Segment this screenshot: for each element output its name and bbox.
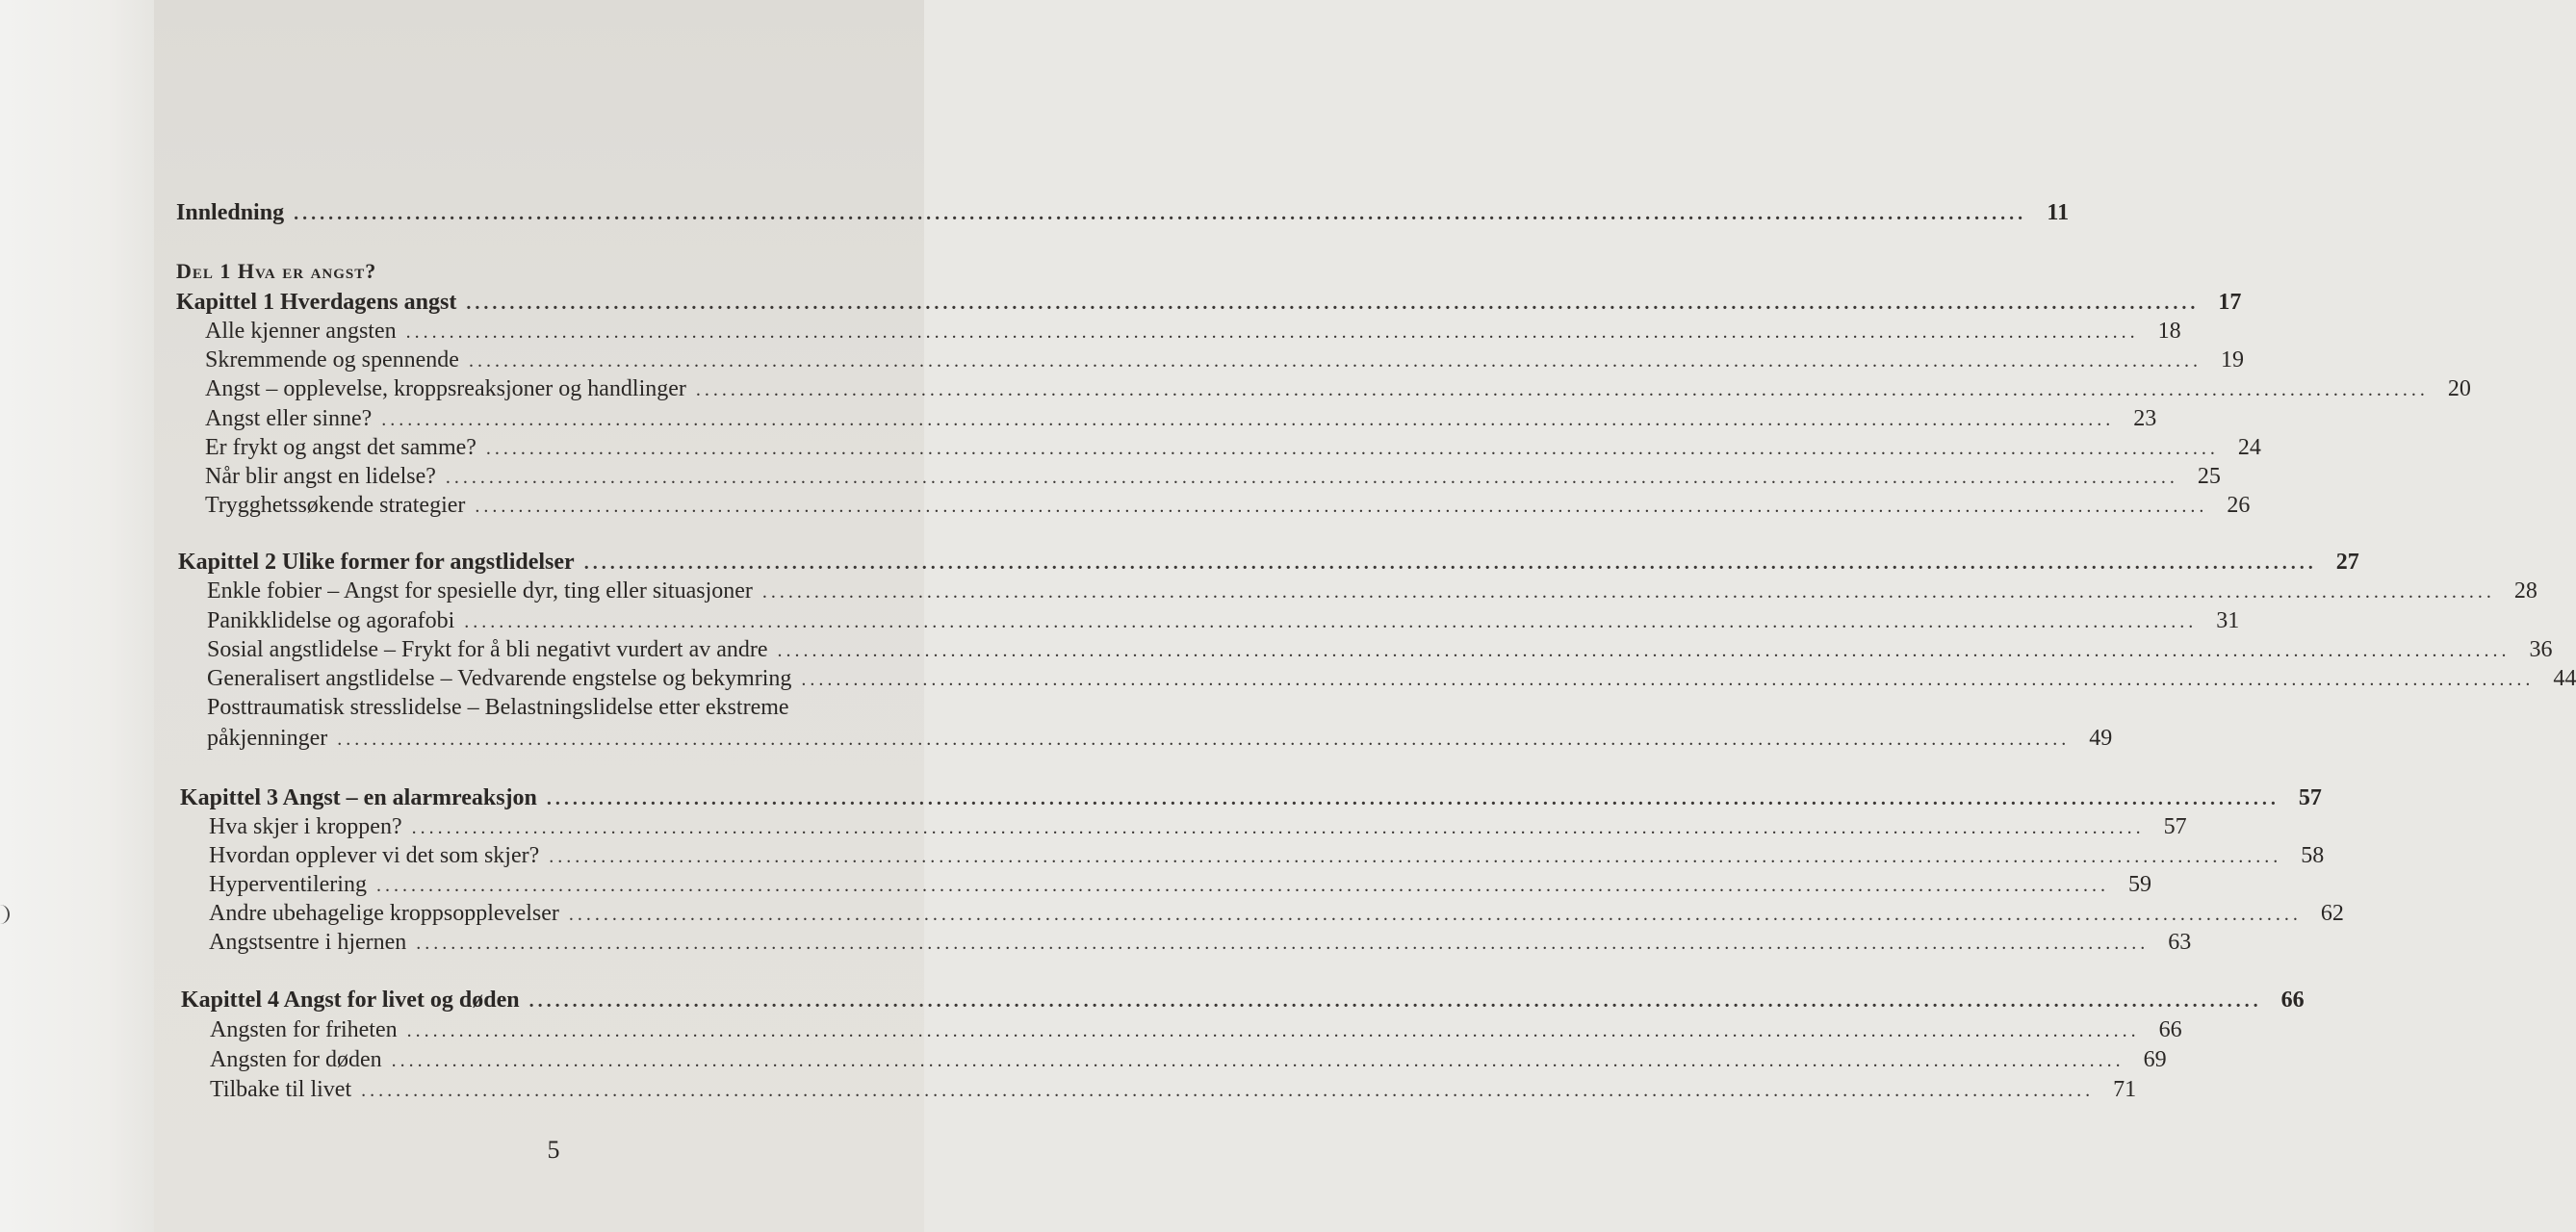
dot-leader: ........................................................................................................................................................................................................ (445, 467, 2178, 488)
dot-leader: ........................................................................................................................................................................................................ (361, 1080, 2095, 1101)
chapter-page: 27 (2335, 550, 2359, 575)
page-number: 5 (547, 1136, 560, 1164)
toc-entry-page: 71 (2113, 1077, 2137, 1102)
toc-entry-title: Skremmende og spennende (205, 347, 459, 372)
toc-entry (207, 662, 2576, 695)
toc-entry-title: Andre ubehagelige kroppsopplevelser (209, 901, 559, 926)
toc-entry (207, 633, 2553, 666)
toc-entry (209, 839, 2325, 872)
chapter-page: 17 (2218, 290, 2242, 315)
toc-entry-title: Hvordan opplever vi det som skjer? (209, 843, 540, 868)
chapter-title: Kapittel 2 Ulike former for angstlidelser (178, 550, 575, 575)
toc-entry-title: Angst – opplevelse, kroppsreaksjoner og handlinger (205, 376, 686, 401)
toc-entry-title: Generalisert angstlidelse – Vedvarende engstelse og bekymring (207, 666, 792, 691)
toc-entry-page: 62 (2320, 901, 2344, 926)
toc-entry-title: Når blir angst en lidelse? (205, 464, 436, 489)
chapter-page: 57 (2298, 785, 2322, 810)
toc-entry-page: 25 (2197, 464, 2221, 489)
dot-leader: ........................................................................................................................................................................................................ (546, 788, 2280, 809)
toc-entry-page: 49 (2089, 726, 2113, 751)
toc-entry-page: 20 (2447, 376, 2471, 401)
toc-entry-page: 19 (2220, 347, 2244, 372)
dot-leader: ........................................................................................................................................................................................................ (294, 203, 2027, 224)
toc-entry-title: Angstsentre i hjernen (209, 930, 407, 955)
toc-entry (209, 810, 2187, 843)
toc-entry-title-line-1: Posttraumatisk stresslidelse – Belastningslidelse etter ekstreme (207, 695, 789, 720)
dot-leader: ........................................................................................................................................................................................................ (416, 933, 2150, 954)
toc-entry-page: 58 (2301, 843, 2325, 868)
toc-entry (205, 489, 2251, 522)
dot-leader: ........................................................................................................................................................................................................ (549, 846, 2282, 867)
dot-leader: ........................................................................................................................................................................................................ (777, 640, 2511, 661)
toc-entry-title: Hyperventilering (209, 872, 367, 897)
chapter-title: Kapittel 1 Hverdagens angst (176, 290, 457, 315)
toc-entry-page: 57 (2163, 814, 2187, 839)
chapter-page: 66 (2280, 988, 2305, 1013)
dot-leader: ........................................................................................................................................................................................................ (466, 293, 2200, 314)
dot-leader: ........................................................................................................................................................................................................ (528, 990, 2262, 1012)
dot-leader: ........................................................................................................................................................................................................ (468, 350, 2202, 372)
toc-entry-page: 11 (2047, 200, 2070, 225)
toc-entry (209, 926, 2192, 959)
toc-entry-title: Trygghetssøkende strategier (205, 493, 466, 518)
toc-entry-page: 44 (2553, 666, 2576, 691)
toc-entry-page: 28 (2513, 578, 2537, 603)
chapter-title: Kapittel 3 Angst – en alarmreaksjon (180, 785, 537, 810)
toc-entry-title: Innledning (176, 200, 285, 225)
dot-leader: ........................................................................................................................................................................................................ (391, 1050, 2125, 1071)
dot-leader: ........................................................................................................................................................................................................ (583, 552, 2317, 574)
toc-entry-page: 26 (2227, 493, 2251, 518)
toc-entry-title: Alle kjenner angsten (205, 319, 397, 344)
toc-entry (209, 868, 2151, 901)
dot-leader: ........................................................................................................................................................................................................ (381, 409, 2115, 430)
toc-entry-title: Sosial angstlidelse – Frykt for å bli negativt vurdert av andre (207, 637, 768, 662)
toc-entry-title: Er frykt og angst det samme? (205, 435, 477, 460)
chapter-title: Kapittel 4 Angst for livet og døden (181, 988, 520, 1013)
toc-entry (207, 604, 2240, 637)
toc-chapter-3 (180, 782, 2322, 814)
toc-entry (205, 402, 2157, 435)
toc-entry-page: 24 (2237, 435, 2261, 460)
dot-leader: ........................................................................................................................................................................................................ (375, 875, 2109, 896)
toc-entry-page: 69 (2143, 1047, 2167, 1072)
toc-entry (205, 372, 2471, 405)
toc-entry-title: Angsten for friheten (210, 1017, 398, 1042)
toc-entry (205, 460, 2221, 493)
toc-entry-page: 63 (2168, 930, 2192, 955)
part-heading: Del 1 Hva er angst? (176, 259, 377, 283)
toc-entry-page: 36 (2529, 637, 2553, 662)
toc-entry-page: 66 (2158, 1017, 2182, 1042)
dot-leader: ........................................................................................................................................................................................................ (761, 581, 2495, 603)
toc-entry-title: Panikklidelse og agorafobi (207, 608, 455, 633)
toc-entry-title: Tilbake til livet (210, 1077, 352, 1102)
toc-entry (205, 431, 2261, 464)
toc-entry-title: Hva skjer i kroppen? (209, 814, 402, 839)
toc-entry (210, 1073, 2137, 1106)
toc-entry-page: 23 (2133, 406, 2157, 431)
dot-leader: ........................................................................................................................................................................................................ (695, 379, 2429, 400)
toc-entry-page: 18 (2157, 319, 2181, 344)
dot-leader: ........................................................................................................................................................................................................ (464, 611, 2198, 632)
toc-entry-title: Angsten for døden (210, 1047, 382, 1072)
toc-entry-title: Angst eller sinne? (205, 406, 373, 431)
toc-entry (205, 315, 2181, 347)
dot-leader: ........................................................................................................................................................................................................ (801, 669, 2535, 690)
dot-leader: ........................................................................................................................................................................................................ (405, 321, 2139, 343)
toc-entry-page: 59 (2127, 872, 2151, 897)
dot-leader: ........................................................................................................................................................................................................ (475, 496, 2208, 517)
toc-entry (210, 1043, 2167, 1076)
dot-leader: ........................................................................................................................................................................................................ (485, 438, 2219, 459)
dot-leader: ........................................................................................................................................................................................................ (411, 817, 2145, 838)
toc-chapter-2 (178, 546, 2359, 578)
toc-chapter-4 (181, 984, 2305, 1016)
toc-entry (209, 897, 2344, 930)
toc-chapter-1 (176, 286, 2242, 319)
toc-entry (210, 1014, 2182, 1046)
dot-leader: ........................................................................................................................................................................................................ (568, 904, 2302, 925)
toc-entry (205, 344, 2244, 376)
toc-entry-title: Enkle fobier – Angst for spesielle dyr, ting eller situasjoner (207, 578, 753, 603)
toc-entry-title-line-2: påkjenninger (207, 726, 328, 751)
toc-entry (207, 722, 2113, 755)
toc-entry-intro (176, 196, 2070, 229)
dot-leader: ........................................................................................................................................................................................................ (337, 729, 2071, 750)
toc-entry (207, 575, 2537, 607)
toc-entry-page: 31 (2216, 608, 2240, 633)
dot-leader: ........................................................................................................................................................................................................ (406, 1020, 2140, 1041)
